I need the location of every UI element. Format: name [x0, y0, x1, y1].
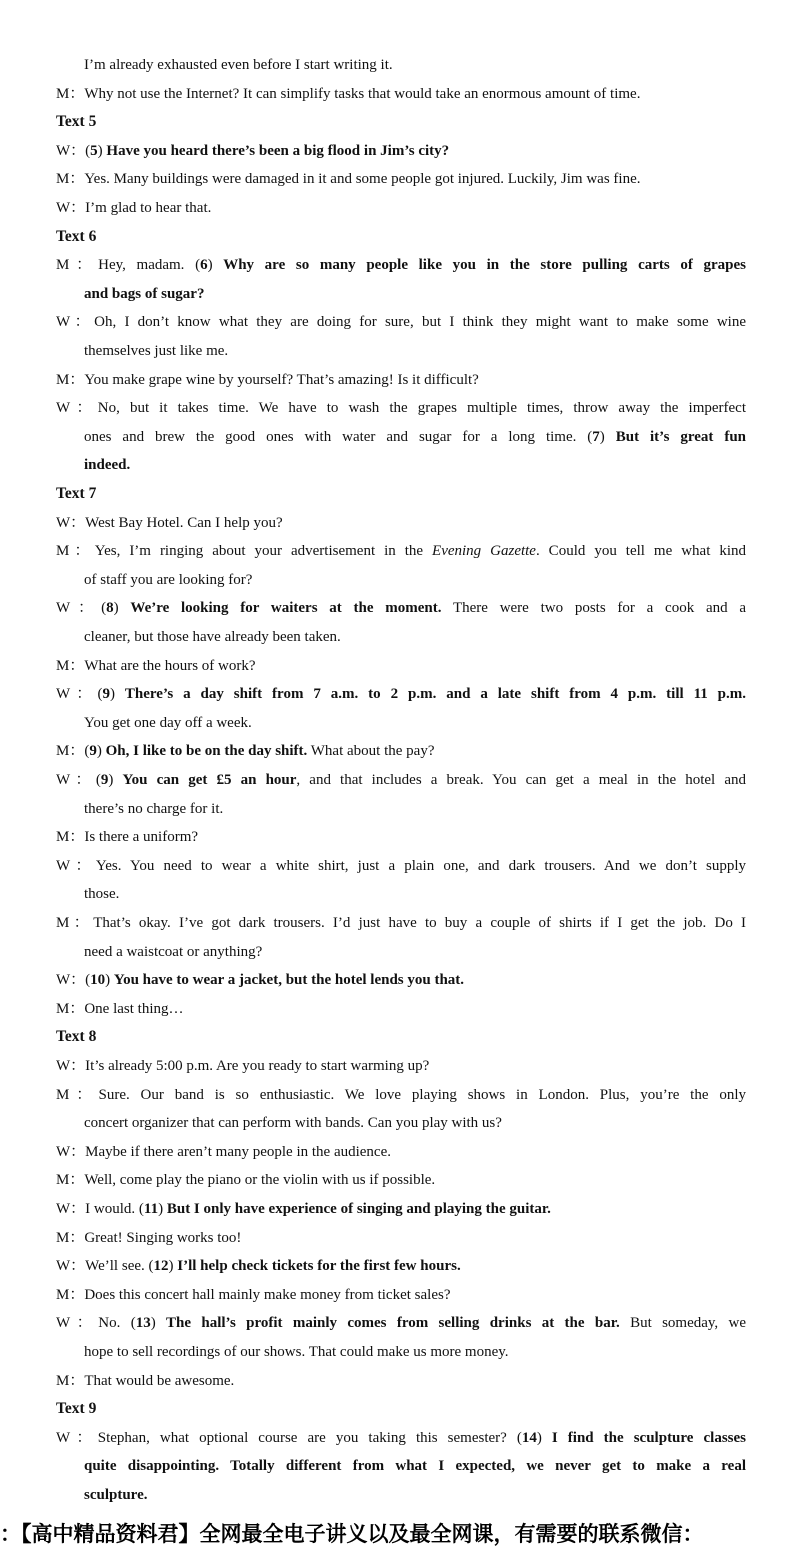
line-text: ) [536, 1429, 552, 1446]
bold-answer-text: quite disappointing. Totally different from what I expected, we never get to make a real [84, 1458, 746, 1475]
line-text: W：We’ll see. ( [56, 1258, 154, 1275]
line-text: ) [96, 743, 106, 760]
line-text: those. [84, 886, 120, 903]
line-text: ) [113, 600, 131, 617]
bold-answer-text: Have you heard there’s been a big flood in Jim’s city? [106, 142, 450, 159]
line-text: W：I would. ( [56, 1201, 144, 1217]
line-text: W：No. ( [56, 1315, 136, 1332]
line-text: M：Why not use the Internet? It can simplify tasks that would take an enormous amount of time. [56, 85, 641, 102]
section-heading [56, 112, 746, 132]
line-text: M：Is there a uniform? [56, 829, 199, 846]
bold-answer-text: 11 [143, 1201, 159, 1217]
line-text: ) [108, 772, 123, 788]
line-text: M：One last thing… [56, 1000, 184, 1017]
bold-answer-text: There’s a day shift from 7 a.m. to 2 p.m. and a late shift from 4 p.m. till 11 p.m. [124, 686, 747, 703]
section-heading [56, 1399, 746, 1419]
transcript-line [56, 1199, 746, 1219]
bold-answer-text: Oh, I like to be on the day shift. [105, 743, 308, 760]
line-text: M：Sure. Our band is so enthusiastic. We love playing shows in London. Plus, you’re the only [56, 1086, 746, 1103]
line-text: ) [599, 428, 616, 445]
line-text: You get one day off a week. [84, 714, 252, 731]
line-text: Text 7 [56, 485, 97, 502]
transcript-line [84, 427, 746, 447]
line-text: M：You make grape wine by yourself? That’s amazing! Is it difficult? [56, 371, 479, 388]
line-text: M：Yes, I’m ringing about your advertisement in the [56, 543, 433, 560]
line-text: ) [207, 257, 224, 274]
transcript-line [84, 1485, 746, 1505]
transcript-line [56, 1170, 746, 1190]
transcript-line [56, 970, 746, 990]
bold-answer-text: Why are so many people like you in the store pulling carts of grapes [223, 257, 746, 274]
line-text: M：What are the hours of work? [56, 657, 256, 674]
line-text: Text 5 [56, 113, 97, 131]
bold-answer-text: I find the sculpture classes [551, 1429, 746, 1446]
line-text: ) [109, 686, 125, 703]
line-text: What about the pay? [307, 743, 435, 760]
transcript-line [56, 770, 746, 790]
transcript-line [56, 169, 746, 189]
line-text: hope to sell recordings of our shows. That could make us more money. [84, 1344, 509, 1360]
transcript-line [56, 541, 746, 561]
line-text: W：Yes. You need to wear a white shirt, just a plain one, and dark trousers. And we don’t supply [56, 857, 746, 874]
line-text: . Could you tell me what kind [535, 543, 747, 560]
section-heading [56, 227, 746, 247]
transcript-line [56, 856, 746, 876]
bold-answer-text: 8 [106, 600, 114, 617]
line-text: M：Hey, madam. ( [56, 257, 201, 274]
transcript-line [56, 1428, 746, 1448]
line-text: But someday, we [619, 1315, 746, 1332]
bold-answer-text: 6 [200, 257, 208, 274]
transcript-line [56, 370, 746, 390]
bold-answer-text: 10 [90, 972, 106, 989]
bold-answer-text: 5 [90, 142, 98, 159]
transcript-line [56, 141, 746, 161]
transcript-line [56, 1142, 746, 1162]
bold-answer-text: 12 [153, 1258, 169, 1275]
line-text: W：( [56, 686, 103, 703]
line-text: ) [168, 1258, 178, 1275]
transcript-line [84, 455, 746, 475]
transcript-line [56, 1056, 746, 1076]
bold-answer-text: But it’s great fun [615, 428, 747, 445]
line-text: ones and brew the good ones with water and sugar for a long time. ( [84, 428, 593, 445]
line-text: ) [150, 1315, 167, 1332]
line-text: M：Great! Singing works too! [56, 1229, 242, 1246]
line-text: I’m already exhausted even before I start writing it. [84, 57, 393, 73]
bold-answer-text: 13 [135, 1315, 151, 1332]
line-text: M：( [56, 743, 90, 760]
bold-answer-text: indeed. [84, 457, 131, 474]
line-text: ) [97, 142, 107, 159]
transcript-line [84, 1342, 746, 1362]
line-text: ) [158, 1201, 167, 1217]
line-text: W：( [56, 972, 91, 989]
transcript-line [84, 884, 746, 904]
line-text: Text 6 [56, 227, 97, 245]
transcript-line [56, 741, 746, 761]
transcript-line [56, 999, 746, 1019]
line-text: W：( [56, 772, 101, 788]
section-heading [56, 484, 746, 504]
transcript-line [56, 198, 746, 218]
transcript-line [56, 656, 746, 676]
transcript-line [56, 913, 746, 933]
line-text: ) [105, 972, 114, 989]
transcript-line [56, 684, 746, 704]
transcript-line [56, 255, 746, 275]
line-text: cleaner, but those have already been taken. [84, 629, 341, 645]
italic-text: Evening Gazette [432, 543, 536, 560]
line-text: W：( [56, 600, 107, 617]
line-text: W：Maybe if there aren’t many people in the audience. [56, 1143, 392, 1160]
line-text: Text 9 [56, 1400, 97, 1418]
bold-answer-text: You can get £5 an hour [122, 772, 297, 788]
line-text: W：No, but it takes time. We have to wash the grapes multiple times, throw away the imperfect [56, 400, 746, 417]
line-text: W：I’m glad to hear that. [56, 200, 212, 216]
line-text: There were two posts for a cook and a [441, 600, 746, 617]
transcript-line [56, 598, 746, 618]
line-text: W：Stephan, what optional course are you taking this semester? ( [56, 1429, 522, 1446]
line-text: of staff you are looking for? [84, 571, 253, 588]
transcript-line [56, 1285, 746, 1305]
transcript-line [84, 284, 746, 304]
line-text: W：Oh, I don’t know what they are doing for sure, but I think they might want to make some wine [56, 314, 746, 331]
transcript-line [84, 942, 746, 962]
bold-answer-text: 9 [89, 743, 97, 760]
bold-answer-text: I’ll help check tickets for the first few hours. [177, 1258, 461, 1275]
line-text: there’s no charge for it. [84, 800, 224, 817]
transcript-line [84, 1113, 746, 1133]
transcript-line [56, 827, 746, 847]
line-text: M：That’s okay. I’ve got dark trousers. I’d just have to buy a couple of shirts if I get the job. Do I [56, 915, 746, 931]
transcript-line [56, 513, 746, 533]
transcript-line [56, 1371, 746, 1391]
transcript-line [56, 312, 746, 332]
transcript-line [84, 55, 746, 75]
transcript-line [56, 1228, 746, 1248]
bold-answer-text: 9 [100, 772, 109, 788]
line-text: need a waistcoat or anything? [84, 943, 263, 960]
line-text: concert organizer that can perform with bands. Can you play with us? [84, 1115, 502, 1132]
bold-answer-text: You have to wear a jacket, but the hotel lends you that. [113, 972, 465, 989]
line-text: W：It’s already 5:00 p.m. Are you ready to start warming up? [56, 1058, 430, 1074]
transcript-line [84, 341, 746, 361]
transcript-line [84, 627, 746, 647]
transcript-line [56, 84, 746, 104]
transcript-line [56, 1256, 746, 1276]
line-text: M：Well, come play the piano or the violin with us if possible. [56, 1172, 436, 1189]
transcript-line [84, 713, 746, 733]
bold-answer-text: We’re looking for waiters at the moment. [130, 600, 442, 617]
transcript-line [84, 1456, 746, 1476]
bold-answer-text: sculpture. [84, 1487, 148, 1503]
bold-answer-text: The hall’s profit mainly comes from selling drinks at the bar. [166, 1315, 620, 1332]
line-text: themselves just like me. [84, 343, 229, 359]
bold-answer-text: 9 [102, 686, 110, 703]
line-text: Text 8 [56, 1028, 97, 1046]
bold-answer-text: 14 [521, 1429, 537, 1446]
bold-answer-text: and bags of sugar? [84, 285, 205, 302]
line-text: M：Yes. Many buildings were damaged in it and some people got injured. Luckily, Jim was fine. [56, 171, 641, 188]
line-text: W：West Bay Hotel. Can I help you? [56, 514, 283, 531]
transcript-line [56, 1313, 746, 1333]
section-heading [56, 1027, 746, 1047]
line-text: , and that includes a break. You can get a meal in the hotel and [296, 772, 746, 788]
line-text: M：Does this concert hall mainly make money from ticket sales? [56, 1286, 451, 1303]
line-text: W：( [56, 142, 91, 159]
line-text: M：That would be awesome. [56, 1372, 235, 1389]
transcript-line [84, 570, 746, 590]
bold-answer-text: But I only have experience of singing and playing the guitar. [166, 1201, 551, 1217]
footer-watermark: ：【高中精品资料君】全网最全电子讲义以及最全网课，有需要的联系微信： [0, 1522, 704, 1546]
transcript-line [56, 398, 746, 418]
bold-answer-text: 7 [592, 428, 600, 445]
transcript-line [84, 799, 746, 819]
transcript-line [56, 1085, 746, 1105]
